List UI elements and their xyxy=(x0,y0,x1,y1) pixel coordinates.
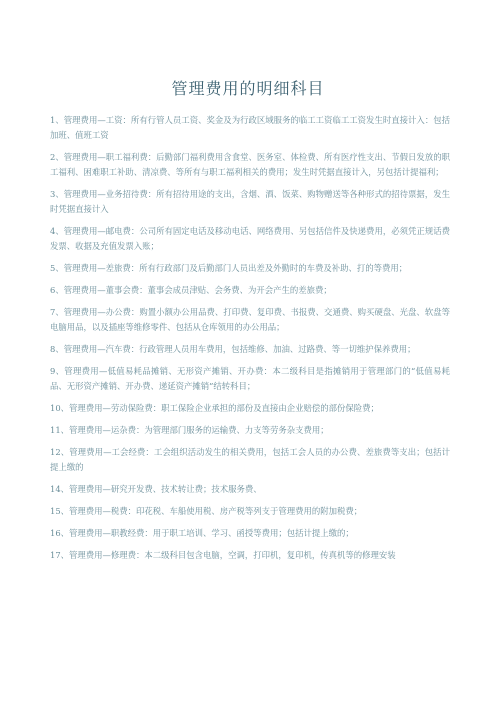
item-list xyxy=(50,113,450,570)
list-item: 16、管理费用—职教经费：用于职工培训、学习、函授等费用；包括计提上缴的； xyxy=(50,528,354,538)
list-item: 17、管理费用—修理费：本二级科目包含电脑，空调，打印机，复印机，传真机等的修理安装 xyxy=(50,550,396,560)
list-item: 10、管理费用—劳动保险费：职工保险企业承担的部份及直接由企业赔偿的部份保险费； xyxy=(50,403,379,413)
list-item: 11、管理费用—运杂费：为管理部门服务的运输费、力支等劳务杂支费用； xyxy=(50,425,329,435)
list-item: 2、管理费用—职工福利费：后勤部门福利费用含食堂、医务室、体检费、所有医疗性支出、节假日发放的职工福利、困难职工补助、清凉费、等所有与职工福利相关的费用；发生时凭据直接计入，另包括计提福利； xyxy=(50,152,450,177)
list-item: 14、管理费用—研究开发费、技术转让费；技术服务费、 xyxy=(50,484,262,494)
list-item: 1、管理费用—工资：所有行管人员工资、奖金及为行政区域服务的临工工资临工工资发生时直接计入：包括加班、值班工资 xyxy=(50,115,450,140)
list-item: 6、管理费用—董事会费：董事会成员津贴、会务费、为开会产生的差旅费； xyxy=(50,285,332,295)
list-item: 8、管理费用—汽车费：行政管理人员用车费用，包括维修、加油、过路费、等一切维护保养费用； xyxy=(50,344,416,354)
list-item: 9、管理费用—低值易耗品摊销、无形资产摊销、开办费：本二级科目是指摊销用于管理部门的“低值易耗品、无形资产摊销、开办费、递延资产摊销”结转科目； xyxy=(50,366,450,391)
document-title: 管理费用的明细科目 xyxy=(171,79,325,98)
list-item: 4、管理费用—邮电费：公司所有固定电话及移动电话、网络费用、另包括信件及快递费用，必须凭正规话费发票、收据及充值发票入账； xyxy=(50,226,450,251)
list-item: 3、管理费用—业务招待费：所有招待用途的支出，含烟、酒、饭菜、购物赠送等各种形式的招待票据，发生时凭据直接计入 xyxy=(50,189,450,214)
list-item: 5、管理费用—差旅费：所有行政部门及后勤部门人员出差及外勤时的车费及补助、打的等费用； xyxy=(50,263,408,273)
list-item: 7、管理费用—办公费：购置小额办公用品费、打印费、复印费、书报费、交通费、购买硬盘、光盘、软盘等电脑用品，以及插座等维修零件、包括从仓库领用的办公用品； xyxy=(50,307,450,332)
list-item: 15、管理费用—税费：印花税、车船使用税、房产税等列支于管理费用的附加税费； xyxy=(50,506,363,516)
list-item: 12、管理费用—工会经费：工会组织活动发生的相关费用，包括工会人员的办公费、差旅费等支出；包括计提上缴的 xyxy=(50,447,450,472)
